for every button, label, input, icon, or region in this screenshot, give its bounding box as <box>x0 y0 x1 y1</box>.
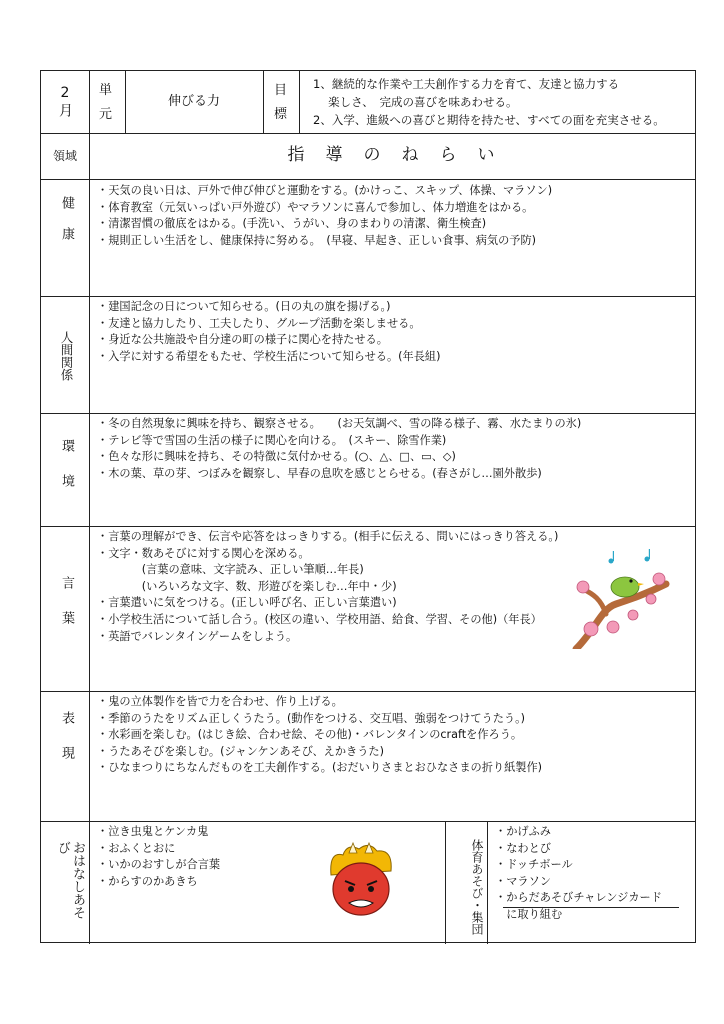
domain-heading: 領域 <box>52 149 77 163</box>
list-item: ・入学に対する希望をもたせ、学校生活について知らせる。(年長組) <box>97 349 441 363</box>
goal-line: 1、継続的な作業や工夫創作する力を育て、友達と協力する <box>313 77 620 91</box>
aims-heading: 指 導 の ね ら い <box>287 145 497 165</box>
list-item: ・言葉の理解ができ、伝言や応答をはっきりする。(相手に伝える、問いにはっきり答える。) <box>97 530 559 543</box>
note-stem <box>649 549 650 559</box>
list-item: ・季節のうたをリズム正しくうたう。(動作をつける、交互唱、強弱をつけてうたう。) <box>97 711 526 725</box>
list-item: (言葉の意味、文字読み、正しい筆順…年長) <box>97 563 364 577</box>
month-label: 2月 <box>57 85 73 119</box>
unit-label-bottom: 元 <box>99 107 113 122</box>
list-item: ・鬼の立体製作を皆で力を合わせ、作り上げる。 <box>97 695 343 708</box>
branch <box>583 589 606 614</box>
bird-beak <box>638 583 644 586</box>
language-list <box>97 529 558 645</box>
list-item: ・おふくとおに <box>97 841 176 855</box>
blossom <box>607 621 619 633</box>
environment-list <box>97 416 581 482</box>
blossom <box>653 573 665 585</box>
lesson-plan-table <box>40 70 696 943</box>
list-item: ・天気の良い日は、戸外で伸び伸びと運動をする。(かけっこ、スキップ、体操、マラソン) <box>97 184 553 197</box>
bird-blossom-illustration <box>571 549 671 649</box>
goal-line: 楽しさ、 完成の喜びを味あわせる。 <box>313 95 518 109</box>
row-divider <box>41 296 695 297</box>
row-divider <box>41 691 695 692</box>
list-item: ・からだあそびチャレンジカード <box>495 891 662 905</box>
physical-list <box>495 824 662 924</box>
list-item: ・小学校生活について話し合う。(校区の違い、学校用語、給食、学習、その他)（年長） <box>97 612 542 626</box>
goal-label-bottom: 標 <box>274 107 288 122</box>
list-item: ・冬の自然現象に興味を持ち、観察させる。 (お天気調べ、雪の降る様子、霧、水たまりの氷) <box>97 417 582 430</box>
col-divider <box>263 71 264 133</box>
goal-line: 2、入学、進級への喜びと期待を持たせ、すべての面を充実させる。 <box>313 113 665 127</box>
list-item: ・清潔習慣の徹底をはかる。(手洗い、うがい、身のまわりの清潔、衛生検査) <box>97 217 487 231</box>
blossom <box>584 622 598 636</box>
list-item: ・英語でバレンタインゲームをしよう。 <box>97 629 298 643</box>
list-item: ・言葉遣いに気をつける。(正しい呼び名、正しい言葉遣い) <box>97 596 397 610</box>
underline <box>503 907 679 908</box>
list-item: ・文字・数あそびに対する関心を深める。 <box>97 546 310 560</box>
blossom <box>628 610 638 620</box>
environment-label: 環境 <box>59 439 74 509</box>
row-divider <box>41 526 695 527</box>
col-divider <box>89 71 90 133</box>
list-item: ・友達と協力したり、工夫したり、グループ活動を楽しませる。 <box>97 316 421 330</box>
oni-eye <box>348 886 354 892</box>
bird-eye <box>629 579 632 582</box>
note-stem <box>613 551 614 561</box>
health-list <box>97 183 552 249</box>
list-item: ・なわとび <box>495 841 551 855</box>
list-item: ・泣き虫鬼とケンカ鬼 <box>97 825 209 838</box>
row-divider <box>41 133 695 134</box>
expression-label: 表現 <box>59 711 74 781</box>
col-divider <box>299 71 300 133</box>
blossom <box>577 581 589 593</box>
note-icon <box>645 557 650 562</box>
list-item: ・ドッチボール <box>495 858 573 872</box>
list-item: ・木の葉、草の芽、つぼみを観察し、早春の息吹を感じとらせる。(春さがし…園外散歩) <box>97 466 542 480</box>
blossom <box>646 594 656 604</box>
list-item: ・かげふみ <box>495 825 551 838</box>
goal-label-top: 目 <box>274 83 288 98</box>
row-divider <box>41 821 695 822</box>
goals-block <box>313 75 665 129</box>
expression-list <box>97 694 542 777</box>
list-item: ・規則正しい生活をし、健康保持に努める。 (早寝、早起き、正しい食事、病気の予防) <box>97 233 536 247</box>
list-item: (いろいろな文字、数、形遊びを楽しむ…年中・少) <box>97 579 397 593</box>
relations-list <box>97 299 440 365</box>
physical-label: 体育あそび・集団 <box>470 839 484 935</box>
list-item: ・建国記念の日について知らせる。(日の丸の旗を揚げる。) <box>97 300 391 313</box>
list-item: ・いかのおすしが合言葉 <box>97 858 221 872</box>
list-item: ・うたあそびを楽しむ。(ジャンケンあそび、えかきうた) <box>97 744 384 758</box>
list-item: ・色々な形に興味を持ち、その特徴に気付かせる。(○、△、□、▭、◇) <box>97 450 456 464</box>
list-item: ・ひなまつりにちなんだものを工夫創作する。(おだいりさまとおひなさまの折り紙製作) <box>97 761 543 775</box>
list-item: ・マラソン <box>495 874 551 888</box>
col-divider <box>89 133 90 944</box>
list-item: ・水彩画を楽しむ。(はじき絵、合わせ絵、その他)・バレンタインのcraftを作ろう。 <box>97 728 523 742</box>
oni-illustration <box>321 841 401 921</box>
unit-value: 伸びる力 <box>167 94 220 109</box>
oni-eye <box>368 886 374 892</box>
list-item: ・身近な公共施設や自分達の町の様子に関心を持たせる。 <box>97 333 388 347</box>
list-item: ・テレビ等で雪国の生活の様子に関心を向ける。 (スキー、除雪作業) <box>97 433 447 447</box>
relations-label: 人間関係 <box>59 331 74 381</box>
language-label: 言葉 <box>59 576 74 646</box>
col-divider <box>487 821 488 944</box>
row-divider <box>41 179 695 180</box>
unit-label-top: 単 <box>99 83 113 98</box>
note-icon <box>609 559 614 564</box>
list-item: に取り組む <box>495 907 563 921</box>
bird <box>611 577 639 597</box>
list-item: ・体育教室（元気いっぱい戸外遊び）やマラソンに喜んで参加し、体力増進をはかる。 <box>97 200 534 214</box>
col-divider <box>445 821 446 944</box>
list-item: ・からすのかあきち <box>97 874 198 888</box>
stories-list <box>97 824 220 890</box>
health-label: 健康 <box>59 196 74 258</box>
stories-label: おはなしあそび <box>55 841 85 919</box>
row-divider <box>41 413 695 414</box>
